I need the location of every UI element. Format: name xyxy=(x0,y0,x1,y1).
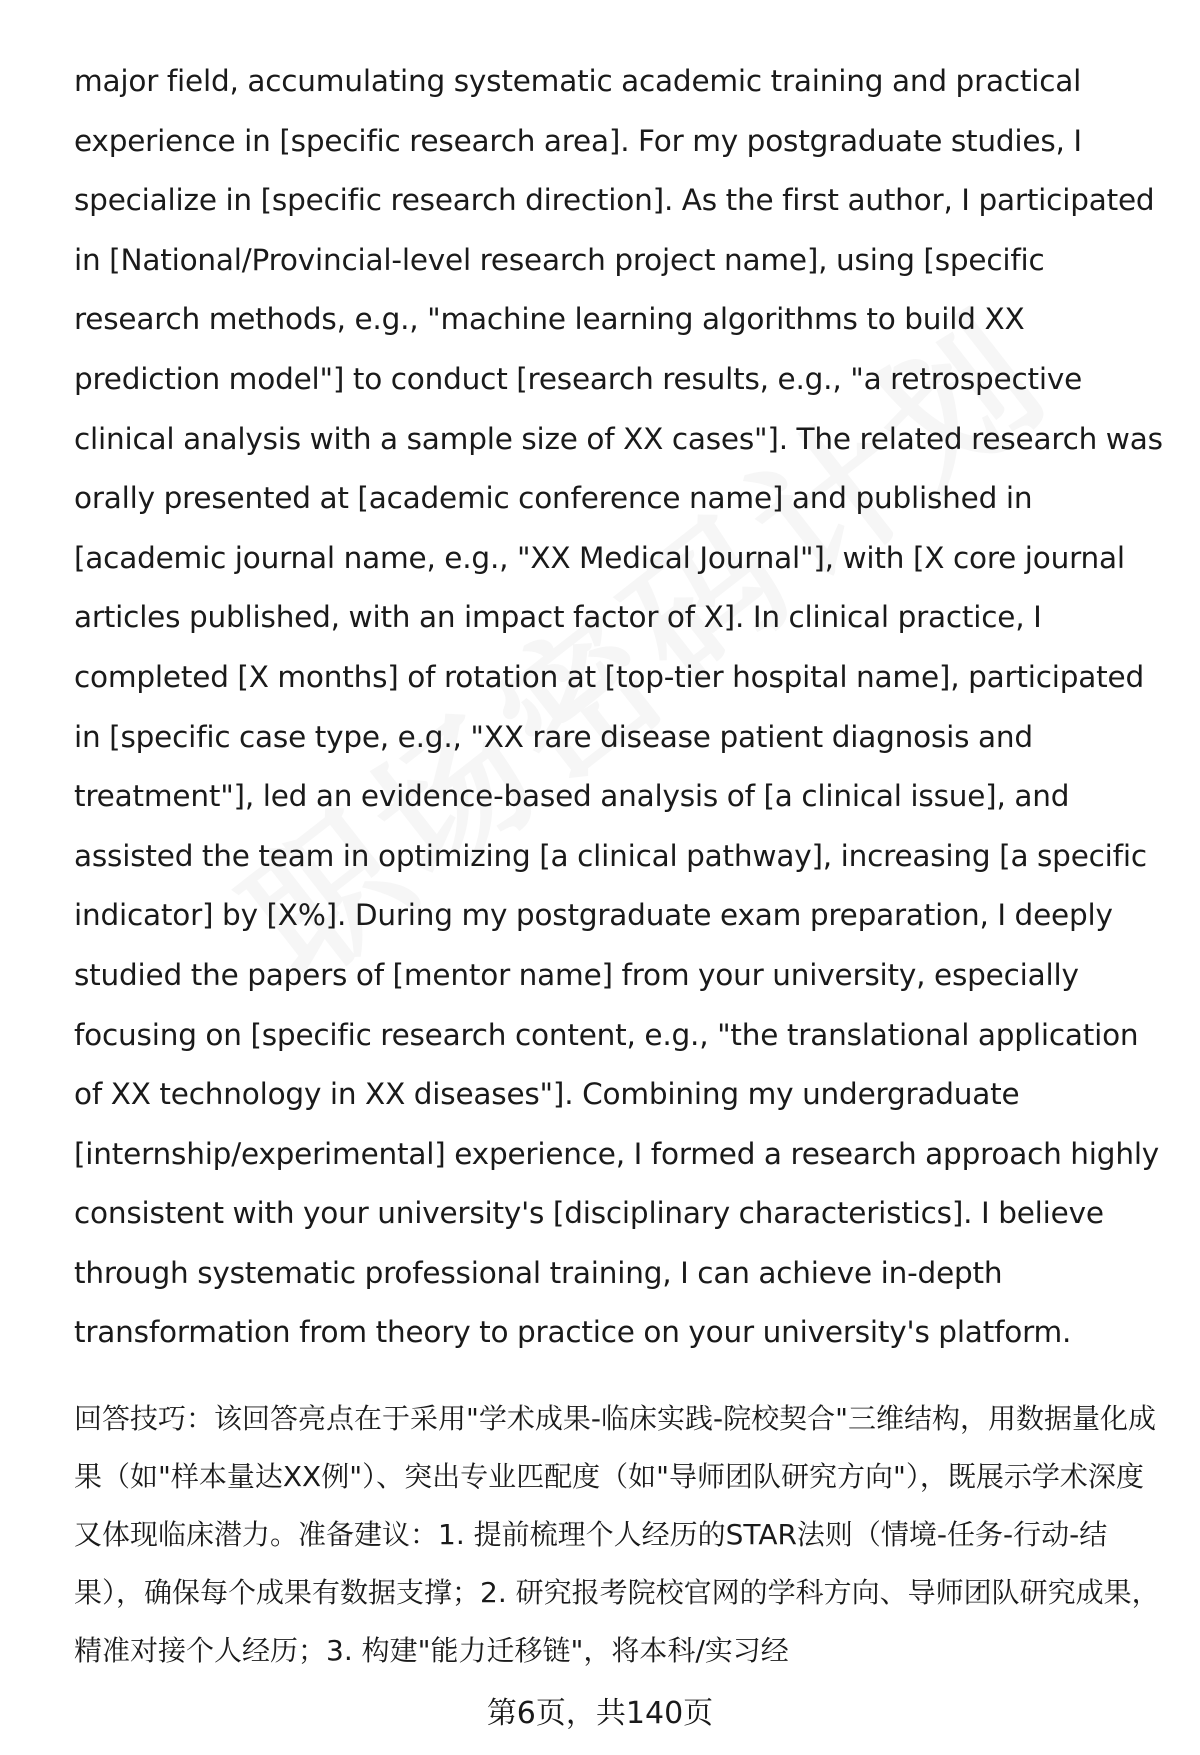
tips-paragraph: 回答技巧：该回答亮点在于采用"学术成果-临床实践-院校契合"三维结构，用数据量化成果（如"样本量达XX例"）、突出专业匹配度（如"导师团队研究方向"），既展示学术深度又体现临床潜力。准备建议：1. 提前梳理个人经历的STAR法则（情境-任务-行动-结果），确保每个成果有数据支撑；2. 研究报考院校官网的学科方向、导师团队研究成果，精准对接个人经历；3. 构建"能力迁移链"，将本科/实习经 xyxy=(74,1402,1160,1667)
body-paragraph: major field, accumulating systematic academic training and practical experience in [specific research area]. For my postgraduate studies, I specialize in [specific research direction]. As the first author, I participated in [National/Provincial-level research project name], using [specific research methods, e.g., "machine learning algorithms to build XX prediction model"] to conduct [research results, e.g., "a retrospective clinical analysis with a sample size of XX cases"]. The related research was orally presented at [academic conference name] and published in [academic journal name, e.g., "XX Medical Journal"], with [X core journal articles published, with an impact factor of X]. In clinical practice, I completed [X months] of rotation at [top-tier hospital name], participated in [specific case type, e.g., "XX rare disease patient diagnosis and treatment"], led an evidence-based analysis of [a clinical issue], and assisted the team in optimizing [a clinical pathway], increasing [a specific indicator] by [X%]. During my postgraduate exam preparation, I deeply studied the papers of [mentor name] from your university, especially focusing on [specific research content, e.g., "the translational application of XX technology in XX diseases"]. Combining my undergraduate [internship/experimental] experience, I formed a research approach highly consistent with your university's [disciplinary characteristics]. I believe through systematic professional training, I can achieve in-depth transformation from theory to practice on your university's platform. xyxy=(74,64,1163,1350)
page-number-footer: 第6页，共140页 xyxy=(486,1696,714,1731)
